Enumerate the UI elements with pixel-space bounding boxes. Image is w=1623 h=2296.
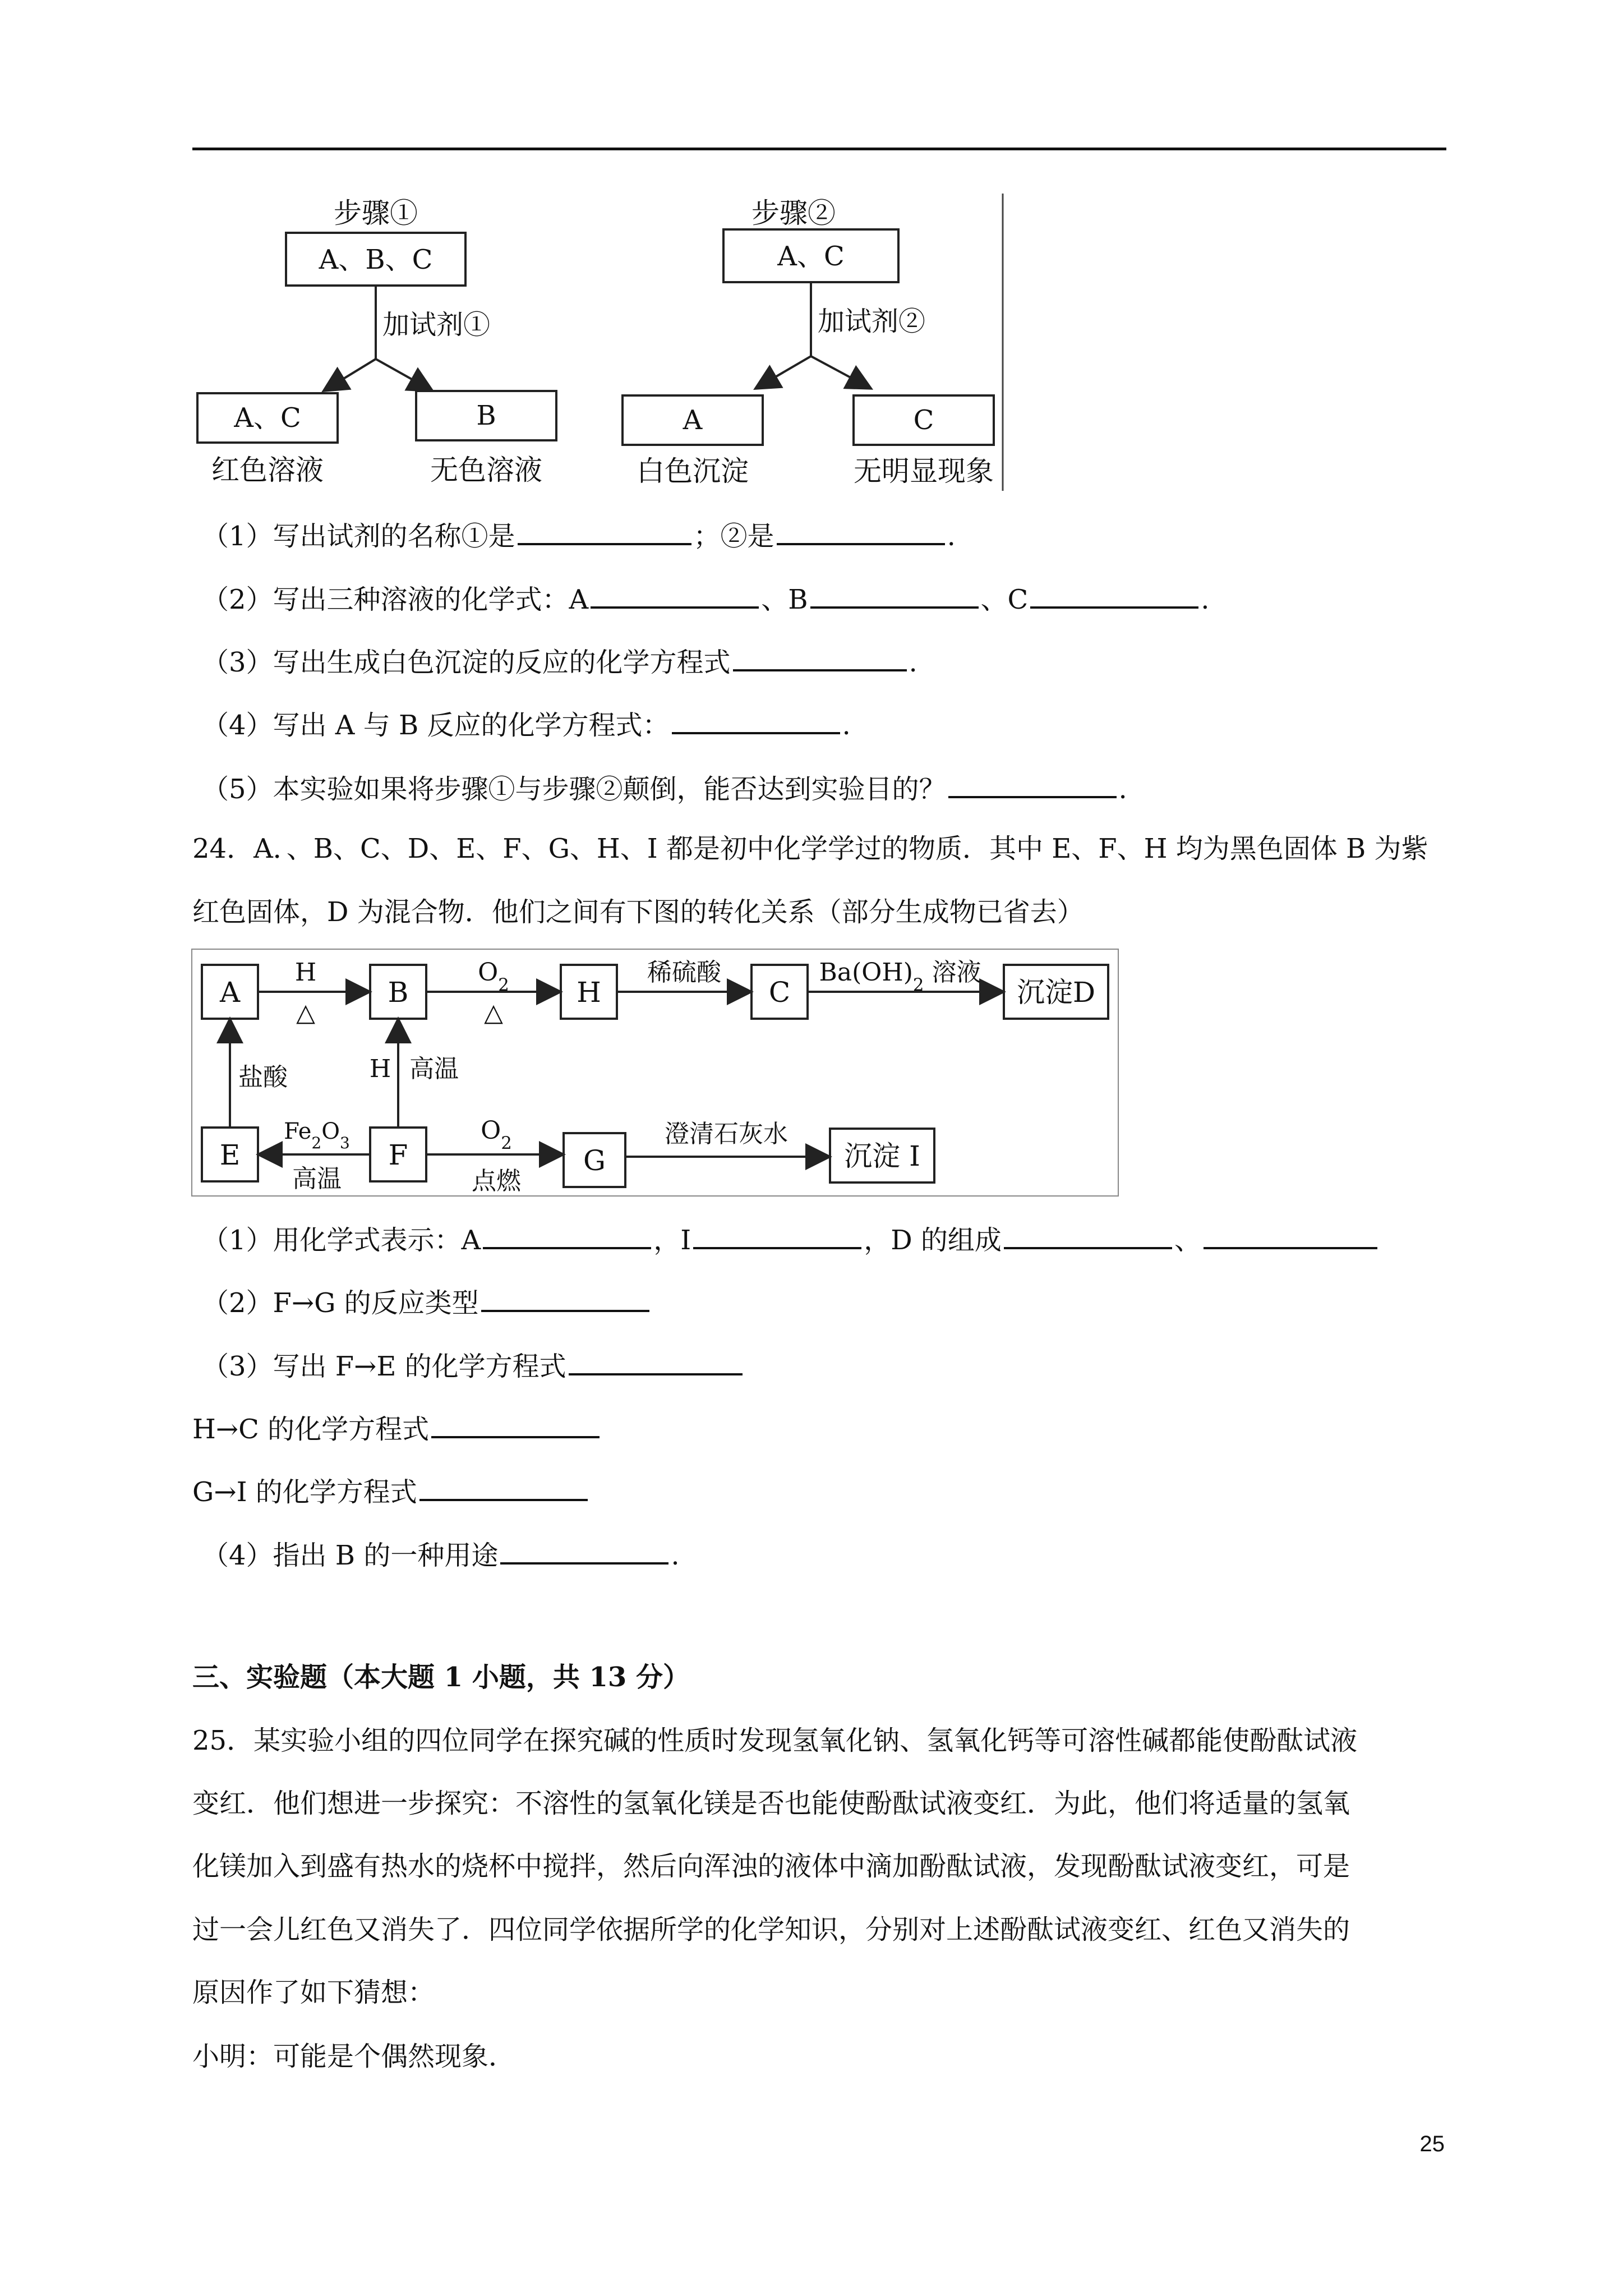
svg-text:稀硫酸: 稀硫酸: [647, 958, 721, 987]
svg-text:E: E: [219, 1139, 241, 1171]
step2-reagent: 加试剂②: [818, 306, 926, 337]
q24-part3-hc: H→C 的化学方程式: [192, 1409, 602, 1446]
q25-line3: 化镁加入到盛有热水的烧杯中搅拌，然后向浑浊的液体中滴加酚酞试液，发现酚酞试液变红，可是: [192, 1851, 1350, 1882]
q24-part1: （1）用化学式表示：A ，I ，D 的组成 、: [202, 1220, 1380, 1257]
svg-text:H: H: [369, 1055, 391, 1083]
q23-part5: （5）本实验如果将步骤①与步骤②颠倒，能否达到实验目的？ .: [202, 769, 1127, 806]
q23-part2: （2）写出三种溶液的化学式：A 、B 、C .: [202, 579, 1210, 616]
svg-text:沉淀 I: 沉淀 I: [844, 1140, 920, 1172]
answer-blank[interactable]: [733, 642, 907, 671]
q24-part2: （2）F→G 的反应类型: [202, 1283, 652, 1320]
svg-text:点燃: 点燃: [472, 1167, 521, 1195]
svg-text:F: F: [388, 1139, 408, 1171]
svg-text:澄清石灰水: 澄清石灰水: [665, 1120, 788, 1148]
section3-heading: 三、实验题（本大题 1 小题，共 13 分）: [192, 1662, 690, 1693]
q25-line4: 过一会儿红色又消失了．四位同学依据所学的化学知识，分别对上述酚酞试液变红、红色又消失的: [192, 1914, 1350, 1945]
svg-text:A: A: [219, 976, 241, 1009]
q24-part3-gi: G→I 的化学方程式: [192, 1472, 590, 1509]
svg-text:B: B: [388, 976, 409, 1009]
svg-text:O2: $O_2$: [481, 1116, 512, 1153]
q24-part3: （3）写出 F→E 的化学方程式: [202, 1346, 745, 1383]
svg-text:沉淀D: 沉淀D: [1016, 976, 1096, 1009]
answer-blank[interactable]: [500, 1535, 668, 1565]
step2-left-box-label: A: [683, 404, 703, 436]
answer-blank[interactable]: [693, 1220, 861, 1249]
answer-blank[interactable]: [419, 1472, 588, 1501]
answer-blank[interactable]: [672, 705, 840, 734]
step2-right-box-label: C: [913, 404, 934, 436]
q23-part3: （3）写出生成白色沉淀的反应的化学方程式 .: [202, 642, 917, 679]
svg-text:H: H: [577, 976, 601, 1009]
step1-top-box-label: A、B、C: [319, 244, 433, 275]
q23-part4: （4）写出 A 与 B 反应的化学方程式： .: [202, 705, 851, 742]
header-rule: [192, 148, 1446, 150]
q24-intro-line1: 24．A．、B、C、D、E、F、G、H、I 都是初中化学学过的物质．其中 E、F、H 均为黑色固体 B 为紫: [192, 833, 1428, 864]
step1-reagent: 加试剂①: [382, 309, 491, 341]
svg-text:G: G: [583, 1144, 606, 1177]
svg-text:Fe2O3: $Fe_2O_3$: [284, 1119, 350, 1152]
answer-blank[interactable]: [777, 516, 945, 545]
answer-blank[interactable]: [481, 1283, 649, 1312]
svg-text:H: H: [294, 958, 317, 987]
q24-intro-line2: 红色固体，D 为混合物．他们之间有下图的转化关系（部分生成物已省去）: [192, 896, 1084, 928]
answer-blank[interactable]: [1204, 1220, 1377, 1249]
step1-title: 步骤①: [334, 197, 418, 229]
answer-blank[interactable]: [1004, 1220, 1172, 1249]
step1-right-caption: 无色溶液: [430, 454, 542, 486]
svg-text:△: △: [296, 999, 315, 1027]
answer-blank[interactable]: [591, 579, 759, 609]
svg-text:O2: $O_2$: [478, 958, 509, 995]
answer-blank[interactable]: [518, 516, 691, 545]
svg-text:高温: 高温: [409, 1055, 459, 1083]
step1-left-box-label: A、C: [234, 402, 301, 434]
step1-right-box-label: B: [476, 400, 496, 431]
svg-text:△: △: [484, 999, 503, 1027]
q25-line2: 变红．他们想进一步探究：不溶性的氢氧化镁是否也能使酚酞试液变红．为此，他们将适量的氢氧: [192, 1788, 1350, 1819]
step-flowchart: [191, 194, 1009, 496]
page-number: 25: [1419, 2132, 1445, 2156]
q25-line6: 小明：可能是个偶然现象．: [192, 2041, 516, 2072]
step1-left-caption: 红色溶液: [211, 454, 324, 486]
answer-blank[interactable]: [810, 579, 979, 609]
answer-blank[interactable]: [1030, 579, 1198, 609]
step2-left-caption: 白色沉淀: [637, 455, 749, 487]
svg-text:高温: 高温: [292, 1165, 342, 1193]
step2-right-caption: 无明显现象: [854, 455, 994, 487]
answer-blank[interactable]: [948, 769, 1117, 798]
answer-blank[interactable]: [569, 1346, 743, 1375]
step2-top-box-label: A、C: [777, 241, 845, 272]
step2-title: 步骤②: [751, 197, 836, 229]
answer-blank[interactable]: [431, 1409, 600, 1438]
svg-text:Ba(OH)2 溶液: $Ba(OH)_2$ 溶液: [819, 958, 981, 995]
svg-text:C: C: [768, 976, 791, 1009]
q23-part1: （1）写出试剂的名称①是 ；②是 .: [202, 516, 956, 553]
q25-line1: 25．某实验小组的四位同学在探究碱的性质时发现氢氧化钠、氢氧化钙等可溶性碱都能使酚酞试液: [192, 1725, 1358, 1756]
q24-part4: （4）指出 B 的一种用途 .: [202, 1535, 680, 1572]
answer-blank[interactable]: [483, 1220, 651, 1249]
q25-line5: 原因作了如下猜想：: [192, 1977, 435, 2008]
svg-text:盐酸: 盐酸: [238, 1063, 288, 1092]
conversion-diagram: [191, 948, 1122, 1200]
